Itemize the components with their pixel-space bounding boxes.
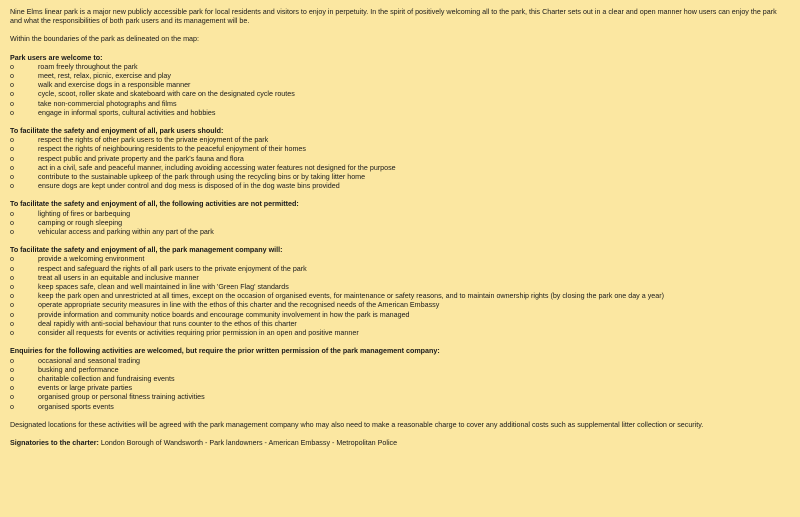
- list-item: [10, 301, 790, 310]
- list-item: [10, 109, 790, 118]
- list-item: [10, 366, 790, 375]
- bullet-icon: o: [10, 154, 14, 163]
- list-item: [10, 173, 790, 182]
- list-item-text: keep the park open and unrestricted at all times, except on the occasion of organised events, for maintenance or safety reasons, and to maintain ownership rights (by closing the park one day a year): [38, 292, 664, 301]
- bullet-icon: o: [10, 402, 14, 411]
- bullet-icon: o: [10, 182, 14, 191]
- list-item: [10, 228, 790, 237]
- list-item-text: take non-commercial photographs and films: [38, 99, 177, 108]
- bullet-icon: o: [10, 384, 14, 393]
- boundary-statement: Within the boundaries of the park as delineated on the map:: [10, 35, 199, 44]
- section-heading: Park users are welcome to:: [10, 53, 103, 62]
- charter-section: [10, 200, 790, 237]
- bullet-icon: o: [10, 62, 14, 71]
- list-item-text: charitable collection and fundraising events: [38, 374, 175, 383]
- list-item: [10, 136, 790, 145]
- list-item-text: cycle, scoot, roller skate and skateboard with care on the designated cycle routes: [38, 90, 295, 99]
- list-item: [10, 210, 790, 219]
- charter-section: [10, 54, 790, 118]
- list-item-text: act in a civil, safe and peaceful manner, including avoiding accessing water features not designed for the purpose: [38, 163, 396, 172]
- list-item: [10, 255, 790, 264]
- list-item: [10, 384, 790, 393]
- bullet-icon: o: [10, 319, 14, 328]
- bullet-icon: o: [10, 374, 14, 383]
- bullet-icon: o: [10, 264, 14, 273]
- list-item-text: consider all requests for events or activities requiring prior permission in an open and positive manner: [38, 329, 359, 338]
- bullet-icon: o: [10, 356, 14, 365]
- list-item: [10, 155, 790, 164]
- signatories-label: Signatories to the charter:: [10, 438, 99, 447]
- list-item: [10, 265, 790, 274]
- list-item-text: walk and exercise dogs in a responsible manner: [38, 81, 191, 90]
- list-item-text: occasional and seasonal trading: [38, 356, 141, 365]
- list-item: [10, 72, 790, 81]
- section-list: [10, 357, 790, 412]
- list-item: [10, 403, 790, 412]
- charter-sections: [10, 54, 790, 412]
- bullet-icon: o: [10, 393, 14, 402]
- list-item-text: meet, rest, relax, picnic, exercise and play: [38, 72, 171, 81]
- section-heading: To facilitate the safety and enjoyment of all, park users should:: [10, 127, 224, 136]
- bullet-icon: o: [10, 365, 14, 374]
- list-item: [10, 357, 790, 366]
- bullet-icon: o: [10, 173, 14, 182]
- list-item-text: respect the rights of other park users to the private enjoyment of the park: [38, 136, 269, 145]
- charter-section: [10, 246, 790, 338]
- bullet-icon: o: [10, 81, 14, 90]
- section-list: [10, 255, 790, 338]
- section-list: [10, 136, 790, 191]
- list-item-text: engage in informal sports, cultural activities and hobbies: [38, 108, 216, 117]
- list-item: [10, 311, 790, 320]
- list-item-text: camping or rough sleeping: [38, 218, 123, 227]
- list-item-text: contribute to the sustainable upkeep of the park through using the recycling bins or by taking litter home: [38, 173, 366, 182]
- list-item-text: respect and safeguard the rights of all park users to the private enjoyment of the park: [38, 264, 307, 273]
- signatories-line: [10, 439, 790, 448]
- list-item-text: deal rapidly with anti-social behaviour that runs counter to the ethos of this charter: [38, 319, 297, 328]
- list-item-text: operate appropriate security measures in line with the ethos of this charter and the recognised needs of the American Embassy: [38, 301, 440, 310]
- list-item-text: respect public and private property and the park's fauna and flora: [38, 154, 244, 163]
- bullet-icon: o: [10, 273, 14, 282]
- section-list: [10, 210, 790, 238]
- list-item: [10, 100, 790, 109]
- list-item-text: lighting of fires or barbequing: [38, 209, 131, 218]
- bullet-icon: o: [10, 329, 14, 338]
- bullet-icon: o: [10, 163, 14, 172]
- list-item-text: organised sports events: [38, 402, 114, 411]
- list-item: [10, 329, 790, 338]
- list-item: [10, 182, 790, 191]
- list-item: [10, 320, 790, 329]
- bullet-icon: o: [10, 99, 14, 108]
- charter-section: [10, 347, 790, 411]
- bullet-icon: o: [10, 292, 14, 301]
- bullet-icon: o: [10, 218, 14, 227]
- list-item-text: ensure dogs are kept under control and dog mess is disposed of in the dog waste bins provided: [38, 182, 340, 191]
- closing-paragraph: Designated locations for these activities will be agreed with the park management company who may also need to make a reasonable charge to cover any additional costs such as supplemental litter collection or security.: [10, 420, 704, 429]
- list-item-text: keep spaces safe, clean and well maintained in line with 'Green Flag' standards: [38, 283, 289, 292]
- section-heading: Enquiries for the following activities are welcomed, but require the prior written permission of the park management company:: [10, 347, 440, 356]
- list-item: [10, 219, 790, 228]
- list-item: [10, 292, 790, 301]
- list-item-text: treat all users in an equitable and inclusive manner: [38, 273, 199, 282]
- list-item-text: busking and performance: [38, 365, 119, 374]
- bullet-icon: o: [10, 255, 14, 264]
- list-item: [10, 164, 790, 173]
- list-item: [10, 375, 790, 384]
- section-heading: To facilitate the safety and enjoyment of all, the following activities are not permitted:: [10, 200, 299, 209]
- list-item-text: events or large private parties: [38, 384, 133, 393]
- list-item-text: provide information and community notice boards and encourage community involvement in how the park is managed: [38, 310, 410, 319]
- bullet-icon: o: [10, 72, 14, 81]
- list-item-text: respect the rights of neighbouring residents to the peaceful enjoyment of their homes: [38, 145, 306, 154]
- list-item-text: roam freely throughout the park: [38, 62, 138, 71]
- bullet-icon: o: [10, 108, 14, 117]
- list-item: [10, 274, 790, 283]
- bullet-icon: o: [10, 283, 14, 292]
- intro-paragraph: Nine Elms linear park is a major new publicly accessible park for local residents and visitors to enjoy in perpetuity. In the spirit of positively welcoming all to the park, this Charter sets out in a clear and open manner how users can enjoy the park and what the responsibilities of both park users and its management will be.: [10, 8, 777, 26]
- bullet-icon: o: [10, 136, 14, 145]
- section-list: [10, 63, 790, 118]
- list-item: [10, 81, 790, 90]
- list-item-text: organised group or personal fitness training activities: [38, 393, 205, 402]
- list-item-text: provide a welcoming environment: [38, 255, 145, 264]
- charter-section: [10, 127, 790, 191]
- signatories-list: London Borough of Wandsworth - Park landowners - American Embassy - Metropolitan Police: [98, 438, 398, 447]
- bullet-icon: o: [10, 310, 14, 319]
- bullet-icon: o: [10, 301, 14, 310]
- list-item: [10, 393, 790, 402]
- list-item: [10, 90, 790, 99]
- bullet-icon: o: [10, 90, 14, 99]
- list-item: [10, 283, 790, 292]
- bullet-icon: o: [10, 228, 14, 237]
- bullet-icon: o: [10, 209, 14, 218]
- list-item: [10, 145, 790, 154]
- section-heading: To facilitate the safety and enjoyment of all, the park management company will:: [10, 246, 283, 255]
- list-item: [10, 63, 790, 72]
- list-item-text: vehicular access and parking within any part of the park: [38, 228, 214, 237]
- bullet-icon: o: [10, 145, 14, 154]
